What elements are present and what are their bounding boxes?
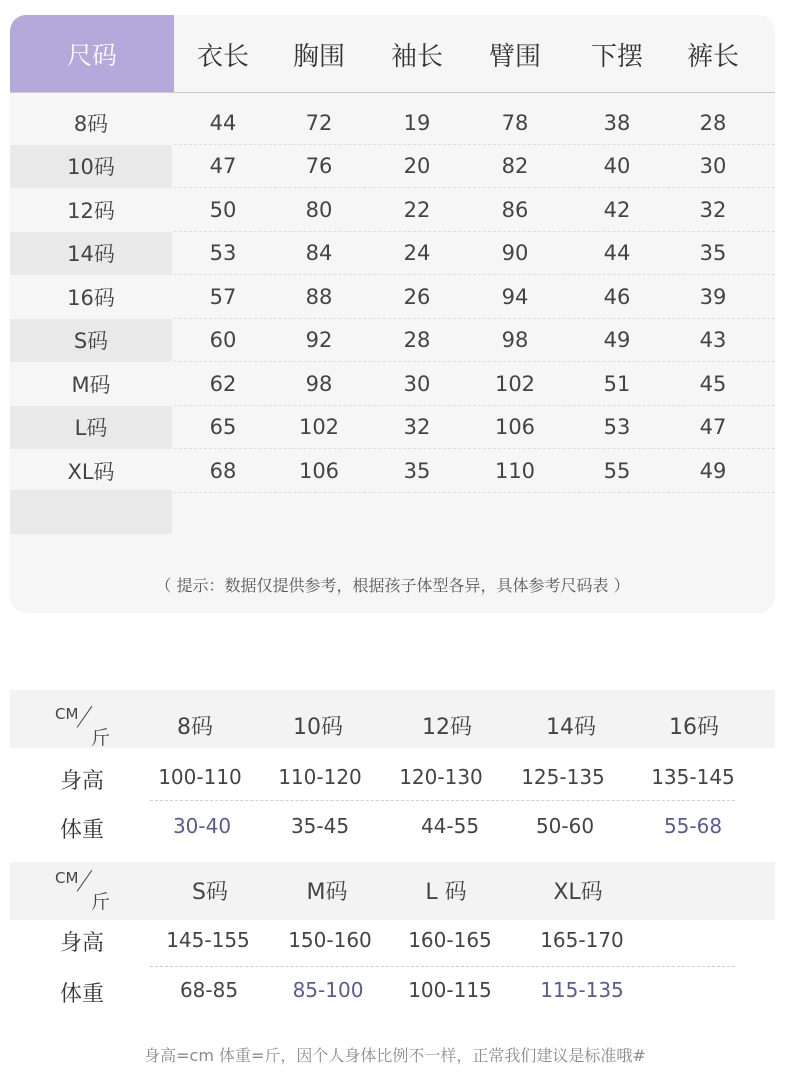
size-label: XL码: [67, 459, 115, 484]
size-value-cell: 60: [209, 328, 237, 353]
size-value-cell: 68: [209, 458, 237, 483]
ref-size-12: 12码: [422, 715, 472, 740]
size-value-cell: 78: [501, 110, 529, 135]
size-value-cell: 43: [699, 328, 727, 353]
size-value-cell: 35: [699, 241, 727, 266]
size-row: [10, 275, 775, 319]
size-value-cell: 94: [501, 284, 529, 309]
size-value-cell: 35: [403, 458, 431, 483]
size-value-cell: 22: [403, 197, 431, 222]
weight-value: 68-85: [179, 978, 239, 1002]
ref-size-8: 8码: [177, 715, 213, 740]
size-value-cell: 46: [603, 284, 631, 309]
weight-label-1: 体重: [59, 818, 104, 843]
size-value-cell: 38: [603, 110, 631, 135]
height-value: 135-145: [651, 765, 735, 789]
size-value-cell: 90: [501, 241, 529, 266]
size-value-cell: 86: [501, 197, 529, 222]
size-value-cell: 88: [305, 284, 333, 309]
unit-label-1: [55, 705, 125, 755]
ref-size-10: 10码: [293, 715, 343, 740]
ref-size-m: M码: [306, 880, 348, 905]
weight-value: 85-100: [292, 978, 364, 1002]
empty-row-shade: [10, 490, 172, 534]
row-divider: [150, 800, 735, 801]
size-row: [10, 406, 775, 450]
size-label: 10码: [10, 145, 172, 189]
unit-cm: CM: [55, 705, 79, 723]
height-label-2: 身高: [59, 931, 104, 956]
size-value-cell: 44: [603, 241, 631, 266]
size-value-cell: 55: [603, 458, 631, 483]
weight-value: 35-45: [290, 814, 350, 838]
size-value-cell: 51: [603, 371, 631, 396]
size-value-cell: 65: [209, 415, 237, 440]
size-value-cell: 98: [305, 371, 333, 396]
weight-value: 44-55: [420, 814, 480, 838]
size-value-cell: 44: [209, 110, 237, 135]
size-value-cell: 28: [403, 328, 431, 353]
size-value-cell: 82: [501, 154, 529, 179]
size-chart-card: [10, 15, 775, 613]
size-label: L码: [10, 406, 172, 450]
size-value-cell: 110: [494, 458, 536, 483]
size-label: 12码: [67, 198, 115, 223]
weight-label-2: 体重: [59, 982, 104, 1007]
size-value-cell: 80: [305, 197, 333, 222]
size-chart-note: （ 提示：数据仅提供参考，根据孩子体型各异，具体参考尺码表 ）: [155, 576, 630, 595]
size-column-header: 尺码: [10, 15, 174, 93]
size-value-cell: 32: [699, 197, 727, 222]
size-value-cell: 49: [603, 328, 631, 353]
size-value-cell: 47: [209, 154, 237, 179]
size-row: [10, 188, 775, 232]
height-value: 150-160: [288, 928, 372, 952]
unit-label-2: [55, 869, 125, 919]
size-value-cell: 30: [403, 371, 431, 396]
size-row: [10, 319, 775, 363]
size-value-cell: 42: [603, 197, 631, 222]
size-value-cell: 45: [699, 371, 727, 396]
ref-size-14: 14码: [546, 715, 596, 740]
ref-size-l: L 码: [425, 880, 467, 905]
size-value-cell: 62: [209, 371, 237, 396]
height-label-1: 身高: [59, 769, 104, 794]
size-value-cell: 49: [699, 458, 727, 483]
size-value-cell: 20: [403, 154, 431, 179]
size-value-cell: 102: [494, 371, 536, 396]
size-value-cell: 24: [403, 241, 431, 266]
size-row: [10, 101, 775, 145]
weight-value: 50-60: [535, 814, 595, 838]
height-value: 125-135: [521, 765, 605, 789]
unit-divider: [77, 870, 93, 892]
size-label: 8码: [73, 111, 109, 136]
unit-cm: CM: [55, 869, 79, 887]
size-value-cell: 39: [699, 284, 727, 309]
header-sleeve: 袖长: [390, 41, 443, 72]
height-value: 145-155: [166, 928, 250, 952]
size-value-cell: 28: [699, 110, 727, 135]
size-value-cell: 53: [603, 415, 631, 440]
size-value-cell: 53: [209, 241, 237, 266]
header-pants-length: 裤长: [686, 41, 739, 72]
size-row: [10, 145, 775, 189]
weight-value: 30-40: [172, 814, 232, 838]
size-value-cell: 57: [209, 284, 237, 309]
size-value-cell: 102: [298, 415, 340, 440]
size-value-cell: 76: [305, 154, 333, 179]
ref-size-s: S码: [192, 880, 228, 905]
size-value-cell: 19: [403, 110, 431, 135]
size-label: 14码: [10, 232, 172, 276]
size-value-cell: 32: [403, 415, 431, 440]
size-label: 16码: [67, 285, 115, 310]
size-value-cell: 106: [494, 415, 536, 440]
size-value-cell: 26: [403, 284, 431, 309]
size-value-cell: 72: [305, 110, 333, 135]
row-divider: [174, 492, 775, 493]
size-row: [10, 362, 775, 406]
size-value-cell: 50: [209, 197, 237, 222]
ref-size-16: 16码: [669, 715, 719, 740]
size-value-cell: 106: [298, 458, 340, 483]
size-label: M码: [71, 372, 111, 397]
header-arm: 臂围: [488, 41, 541, 72]
height-value: 160-165: [408, 928, 492, 952]
height-value: 100-110: [158, 765, 242, 789]
height-value: 120-130: [399, 765, 483, 789]
unit-divider: [77, 706, 93, 728]
reference-note: 身高=cm 体重=斤，因个人身体比例不一样，正常我们建议是标准哦#: [144, 1046, 646, 1065]
size-value-cell: 84: [305, 241, 333, 266]
weight-value: 115-135: [540, 978, 624, 1002]
size-value-cell: 47: [699, 415, 727, 440]
size-value-cell: 30: [699, 154, 727, 179]
weight-value: 100-115: [408, 978, 492, 1002]
row-divider: [150, 966, 735, 967]
size-row: [10, 449, 775, 493]
header-divider: [10, 92, 775, 93]
height-value: 165-170: [540, 928, 624, 952]
header-length: 衣长: [196, 41, 249, 72]
unit-jin: 斤: [91, 727, 111, 749]
ref-size-xl: XL码: [553, 880, 603, 905]
unit-jin: 斤: [91, 891, 111, 913]
header-chest: 胸围: [292, 41, 345, 72]
size-chart-header: [10, 15, 775, 93]
header-hem: 下摆: [590, 41, 643, 72]
size-row: [10, 232, 775, 276]
size-value-cell: 92: [305, 328, 333, 353]
size-value-cell: 98: [501, 328, 529, 353]
weight-value: 55-68: [663, 814, 723, 838]
size-value-cell: 40: [603, 154, 631, 179]
size-label: S码: [10, 319, 172, 363]
height-value: 110-120: [278, 765, 362, 789]
